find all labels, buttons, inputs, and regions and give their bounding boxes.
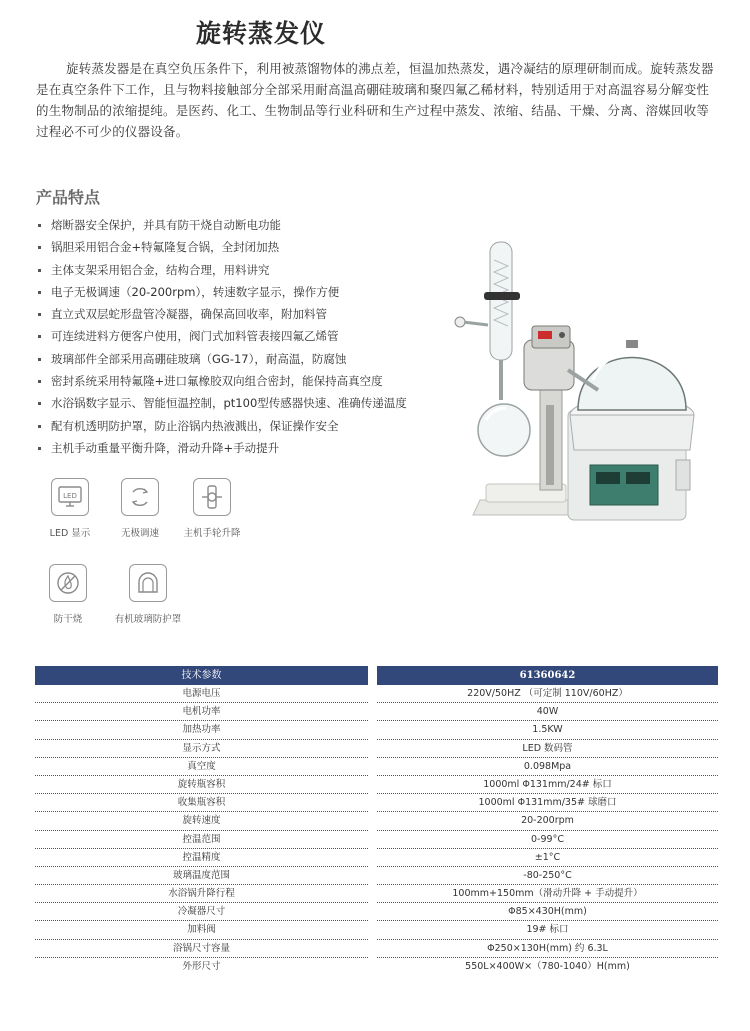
table-row: ±1°C <box>377 849 718 867</box>
table-row: 玻璃温度范围 <box>35 867 368 885</box>
spec-table-params <box>35 666 368 976</box>
table-row: 外形尺寸 <box>182 960 221 972</box>
page-title: 旋转蒸发仪 <box>196 19 327 48</box>
intro-paragraph: 旋转蒸发器是在真空负压条件下，利用被蒸馏物体的沸点差，恒温加热蒸发，遇冷凝结的原理研制而成。旋转蒸发器是在真空条件下工作，且与物料接触部分全部采用耐高温高硼硅玻璃和聚四氟乙稀材料，特别适用于对高温容易分解变性的生物制品的浓缩提纯。是医药、化工、生物制品等行业科研和生产过程中蒸发、浓缩、结晶、干燥、分离、溶媒回收等过程必不可少的仪器设备。 <box>36 61 714 139</box>
product-image <box>428 230 718 530</box>
glass-shield-icon <box>129 564 167 602</box>
feature-icon-anti-dry <box>28 564 108 625</box>
table-row: 电源电压 <box>35 685 368 703</box>
led-icon-text: LED <box>63 492 77 500</box>
feature-icon-handwheel <box>172 478 252 539</box>
table-row: 旋转速度 <box>35 812 368 830</box>
stepless-speed-icon <box>121 478 159 516</box>
table-row: 控温精度 <box>35 849 368 867</box>
icon-label: 防干烧 <box>53 614 83 625</box>
icon-label: 有机玻璃防护罩 <box>114 614 182 625</box>
table-row: 1000ml Φ131mm/35# 球磨口 <box>377 794 718 812</box>
table-row: 40W <box>377 703 718 721</box>
table-row: 1.5KW <box>377 721 718 739</box>
feature-list <box>36 214 436 459</box>
table-row: 550L×400W×（780-1040）H(mm) <box>465 960 630 972</box>
table-row: 收集瓶容积 <box>35 794 368 812</box>
table-row: 显示方式 <box>35 740 368 758</box>
feature-item: 玻璃部件全部采用高硼硅玻璃（GG-17），耐高温，防腐蚀 <box>36 348 436 370</box>
feature-item: 配有机透明防护罩，防止浴锅内热液溅出，保证操作安全 <box>36 415 436 437</box>
feature-icon-grid <box>30 478 260 628</box>
feature-item: 电子无极调速（20-200rpm），转速数字显示，操作方便 <box>36 281 436 303</box>
icon-label: 无极调速 <box>120 528 159 539</box>
feature-item: 主机手动重量平衡升降，滑动升降+手动提升 <box>36 437 436 459</box>
table-row: 电机功率 <box>35 703 368 721</box>
feature-item: 熔断器安全保护，并具有防干烧自动断电功能 <box>36 214 436 236</box>
table-row: 水浴锅升降行程 <box>35 885 368 903</box>
led-display-icon <box>51 478 89 516</box>
feature-item: 主体支架采用铝合金，结构合理，用料讲究 <box>36 259 436 281</box>
table-row: 100mm+150mm（滑动升降 + 手动提升） <box>377 885 718 903</box>
feature-icon-led <box>30 478 110 539</box>
table-row: 真空度 <box>35 758 368 776</box>
model-header: 61360642 <box>377 666 718 685</box>
feature-item: 锅胆采用铝合金+特氟隆复合锅，全封闭加热 <box>36 236 436 258</box>
icon-label: LED 显示 <box>49 528 91 539</box>
anti-dry-burn-icon <box>49 564 87 602</box>
feature-item: 直立式双层蛇形盘管冷凝器，确保高回收率，附加料管 <box>36 303 436 325</box>
table-row: 0.098Mpa <box>377 758 718 776</box>
table-row: 20-200rpm <box>377 812 718 830</box>
feature-item: 可连续进料方便客户使用，阀门式加料管表接四氟乙烯管 <box>36 325 436 347</box>
table-row: 加热功率 <box>35 721 368 739</box>
table-row: LED 数码管 <box>377 740 718 758</box>
table-row: 冷凝器尺寸 <box>35 903 368 921</box>
icon-label: 主机手轮升降 <box>183 528 241 539</box>
table-row: Φ250×130H(mm) 约 6.3L <box>377 940 718 958</box>
table-row: -80-250°C <box>377 867 718 885</box>
table-row: 浴锅尺寸容量 <box>35 940 368 958</box>
table-row: 旋转瓶容积 <box>35 776 368 794</box>
feature-item: 密封系统采用特氟隆+进口氟橡胶双向组合密封，能保持高真空度 <box>36 370 436 392</box>
feature-icon-shield <box>108 564 188 625</box>
table-row: 0-99°C <box>377 831 718 849</box>
feature-item: 水浴锅数字显示、智能恒温控制，pt100型传感器快速、准确传递温度 <box>36 392 436 414</box>
table-row: Φ85×430H(mm) <box>377 903 718 921</box>
features-heading: 产品特点 <box>36 188 101 207</box>
table-row: 19# 标口 <box>377 921 718 939</box>
handwheel-lift-icon <box>193 478 231 516</box>
feature-icon-speed <box>100 478 180 539</box>
spec-table-values <box>377 666 718 976</box>
table-row: 加料阀 <box>35 921 368 939</box>
table-row: 1000ml Φ131mm/24# 标口 <box>377 776 718 794</box>
table-row: 控温范围 <box>35 831 368 849</box>
table-row: 220V/50HZ （可定制 110V/60HZ） <box>377 685 718 703</box>
param-header: 技术参数 <box>35 666 368 685</box>
